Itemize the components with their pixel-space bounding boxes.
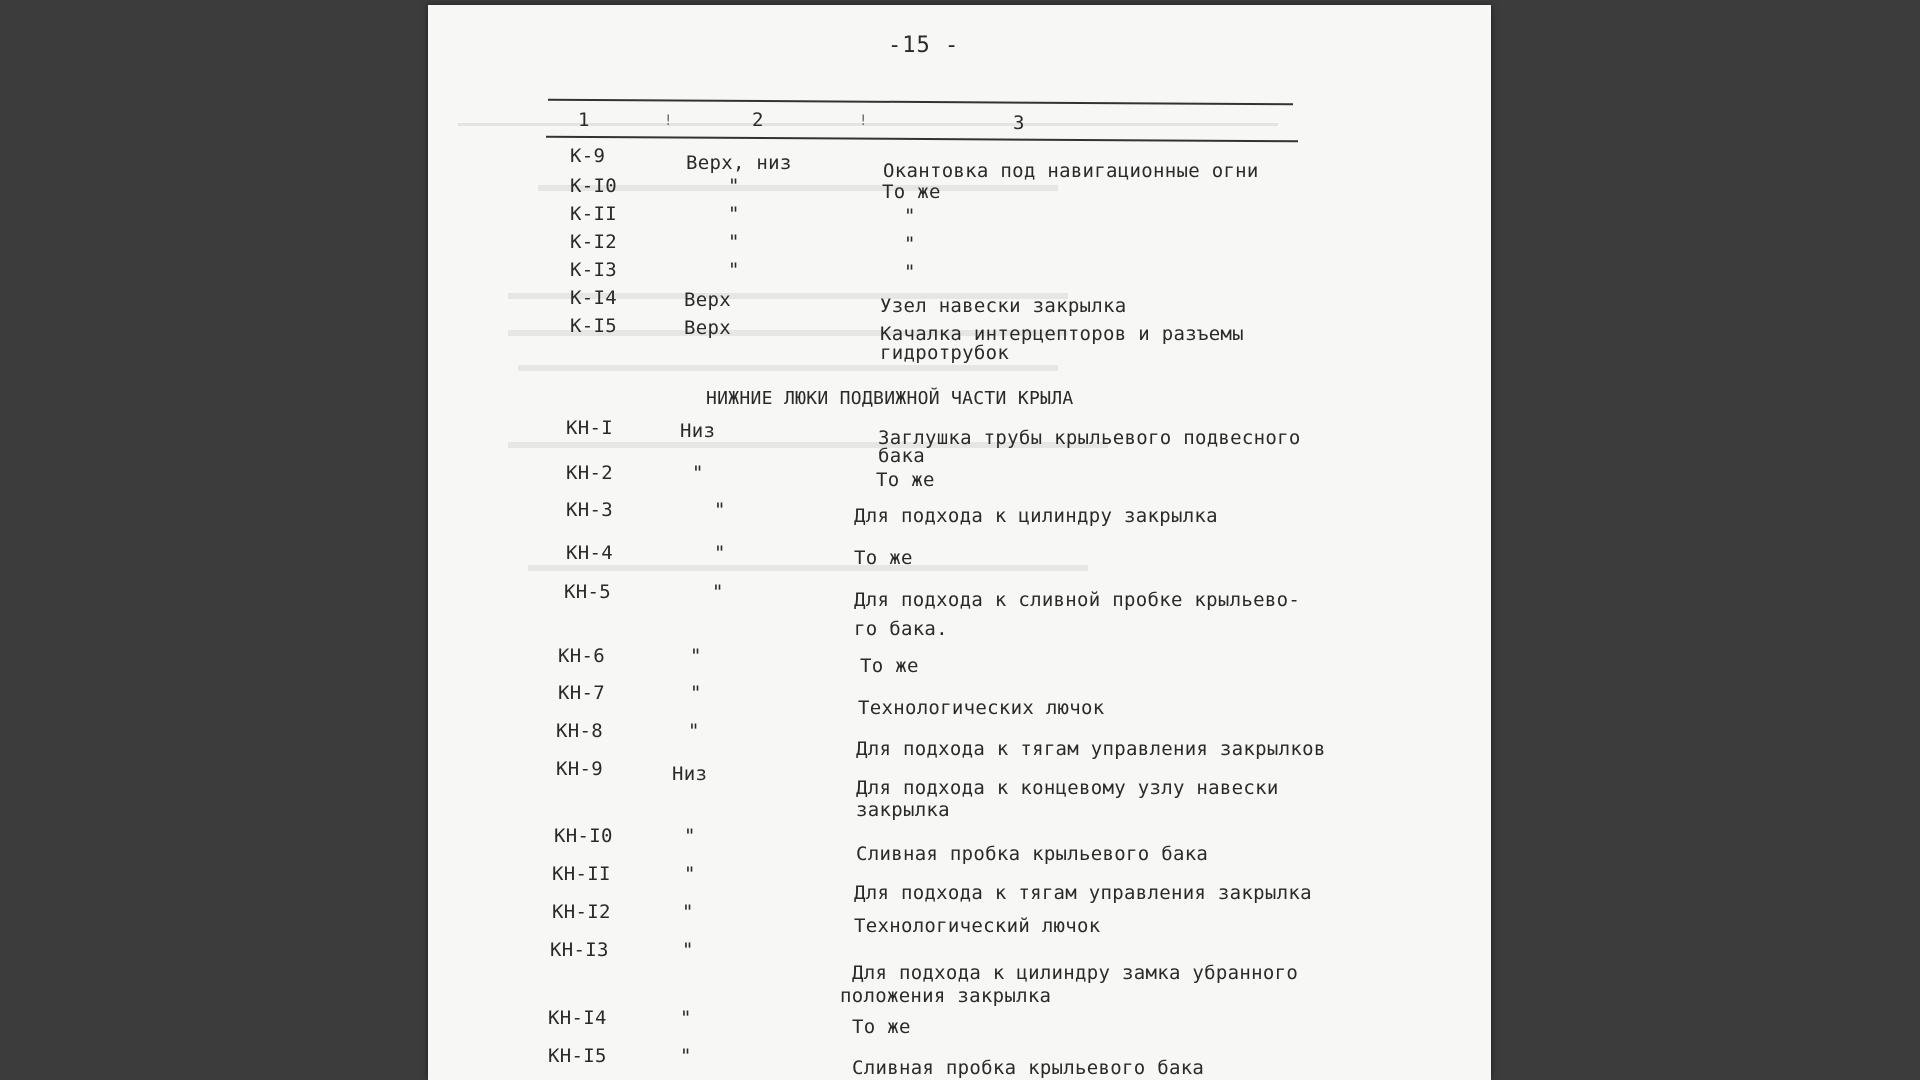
hatch-purpose: То же bbox=[860, 655, 919, 677]
hatch-position: " bbox=[690, 682, 702, 704]
hatch-code: КН-2 bbox=[566, 462, 613, 484]
scanned-page bbox=[428, 5, 1491, 1080]
hatch-position: " bbox=[682, 939, 694, 961]
hatch-code: К-9 bbox=[570, 145, 606, 167]
hatch-purpose: То же bbox=[876, 469, 935, 491]
hatch-position: " bbox=[728, 175, 740, 197]
hatch-purpose-continued: го бака. bbox=[854, 618, 948, 640]
hatch-purpose: Для подхода к тягам управления закрылков bbox=[856, 738, 1326, 760]
hatch-code: КН-I3 bbox=[550, 939, 609, 961]
hatch-purpose: То же bbox=[852, 1016, 911, 1038]
section-title: НИЖНИЕ ЛЮКИ ПОДВИЖНОЙ ЧАСТИ КРЫЛА bbox=[706, 388, 1074, 409]
hatch-position: Верх bbox=[684, 289, 731, 311]
hatch-position: " bbox=[682, 901, 694, 923]
hatch-code: К-II bbox=[570, 203, 617, 225]
hatch-position: " bbox=[692, 462, 704, 484]
hatch-purpose: " bbox=[904, 261, 916, 283]
column-header-2: 2 bbox=[752, 109, 764, 131]
hatch-position: Верх, низ bbox=[686, 152, 792, 174]
hatch-code: КН-I2 bbox=[552, 901, 611, 923]
hatch-purpose: Сливная пробка крыльевого бака bbox=[856, 843, 1209, 865]
column-header-1: 1 bbox=[578, 109, 590, 131]
hatch-code: КН-II bbox=[552, 863, 611, 885]
hatch-code: КН-I5 bbox=[548, 1045, 607, 1067]
hatch-code: К-I2 bbox=[570, 231, 617, 253]
hatch-code: КН-I4 bbox=[548, 1007, 607, 1029]
hatch-purpose: Сливная пробка крыльевого бака bbox=[852, 1057, 1205, 1079]
hatch-code: К-I0 bbox=[570, 175, 617, 197]
hatch-code: КН-5 bbox=[564, 581, 611, 603]
hatch-position: " bbox=[728, 203, 740, 225]
hatch-purpose-continued: закрылка bbox=[856, 799, 950, 821]
column-header-3: 3 bbox=[1013, 112, 1025, 134]
hatch-code: К-I3 bbox=[570, 259, 617, 281]
page-number: -15 - bbox=[888, 33, 960, 58]
hatch-position: " bbox=[714, 499, 726, 521]
hatch-position: " bbox=[684, 825, 696, 847]
hatch-position: " bbox=[688, 720, 700, 742]
hatch-purpose: Для подхода к цилиндру закрылка bbox=[854, 505, 1218, 527]
hatch-code: К-I4 bbox=[570, 287, 617, 309]
hatch-purpose: То же bbox=[854, 547, 913, 569]
hatch-purpose: Качалка интерцепторов и разъемы bbox=[880, 323, 1244, 345]
hatch-purpose-continued: положения закрылка bbox=[840, 985, 1052, 1007]
hatch-purpose: " bbox=[904, 205, 916, 227]
hatch-purpose: Технологических лючок bbox=[858, 697, 1105, 719]
hatch-purpose: Заглушка трубы крыльевого подвесного bbox=[878, 427, 1301, 449]
hatch-purpose: Для подхода к сливной пробке крыльево- bbox=[854, 589, 1301, 611]
hatch-position: " bbox=[728, 259, 740, 281]
hatch-code: КН-4 bbox=[566, 542, 613, 564]
hatch-position: Низ bbox=[680, 420, 716, 442]
table-header-rule bbox=[546, 136, 1298, 143]
hatch-code: КН-3 bbox=[566, 499, 613, 521]
hatch-code: КН-7 bbox=[558, 682, 605, 704]
hatch-purpose: Для подхода к тягам управления закрылка bbox=[854, 882, 1312, 904]
hatch-position: " bbox=[680, 1007, 692, 1029]
column-divider: ! bbox=[859, 113, 868, 129]
hatch-purpose: То же bbox=[882, 181, 941, 203]
hatch-position: Низ bbox=[672, 763, 708, 785]
hatch-purpose: Для подхода к концевому узлу навески bbox=[856, 777, 1279, 799]
hatch-purpose: Узел навески закрылка bbox=[880, 295, 1127, 317]
hatch-position: Верх bbox=[684, 317, 731, 339]
hatch-code: КН-9 bbox=[556, 758, 603, 780]
hatch-purpose: Технологический лючок bbox=[854, 915, 1101, 937]
hatch-position: " bbox=[680, 1045, 692, 1067]
hatch-purpose: Для подхода к цилиндру замка убранного bbox=[852, 962, 1299, 984]
bleed-through-mark bbox=[518, 365, 1058, 371]
table-top-rule bbox=[548, 99, 1293, 106]
hatch-position: " bbox=[684, 863, 696, 885]
hatch-purpose: " bbox=[904, 233, 916, 255]
column-divider: ! bbox=[664, 113, 673, 129]
hatch-purpose: Окантовка под навигационные огни bbox=[883, 160, 1259, 182]
hatch-position: " bbox=[712, 581, 724, 603]
hatch-code: КН-I bbox=[566, 417, 613, 439]
bleed-through-mark bbox=[528, 565, 1088, 571]
hatch-code: КН-8 bbox=[556, 720, 603, 742]
hatch-position: " bbox=[728, 231, 740, 253]
hatch-position: " bbox=[714, 542, 726, 564]
hatch-position: " bbox=[690, 645, 702, 667]
hatch-code: К-I5 bbox=[570, 315, 617, 337]
hatch-purpose-continued: бака bbox=[878, 445, 925, 467]
hatch-code: КН-I0 bbox=[554, 825, 613, 847]
hatch-purpose-continued: гидротрубок bbox=[880, 342, 1010, 364]
hatch-code: КН-6 bbox=[558, 645, 605, 667]
